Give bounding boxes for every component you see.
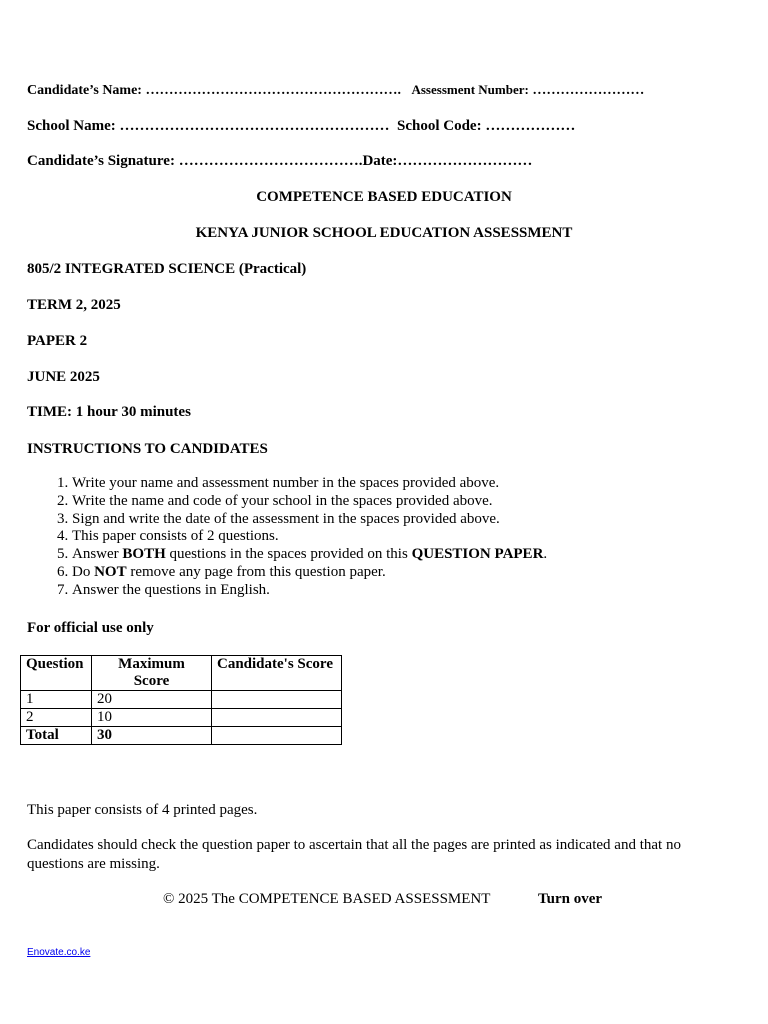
instruction-item: 4. This paper consists of 2 questions.	[72, 528, 547, 546]
school-name-row	[27, 117, 575, 135]
date-field: ………………………	[397, 153, 533, 169]
pages-note: This paper consists of 4 printed pages.	[27, 802, 258, 818]
cell-question: 2	[21, 709, 92, 727]
instruction-item: 7. Answer the questions in English.	[72, 582, 547, 600]
instruction-item: 2. Write the name and code of your school in the spaces provided above.	[72, 493, 547, 511]
instruction-item: 6. Do NOT remove any page from this question paper.	[72, 564, 547, 582]
school-name-field: ………………………………………………	[119, 118, 390, 134]
signature-row	[27, 152, 532, 170]
instruction-item: 3. Sign and write the date of the assessment in the spaces provided above.	[72, 511, 547, 529]
check-note: Candidates should check the question paper to ascertain that all the pages are printed as indicated and that no questions are missing.	[27, 837, 681, 872]
instruction-item: 5. Answer BOTH questions in the spaces provided on this QUESTION PAPER.	[72, 546, 547, 564]
instruction-item: 1. Write your name and assessment number in the spaces provided above.	[72, 475, 547, 493]
term: TERM 2, 2025	[27, 297, 121, 313]
total-label: Total	[21, 727, 92, 745]
candidate-name-label: Candidate’s Name:	[27, 83, 142, 98]
school-code-label: School Code:	[397, 118, 482, 134]
cell-max: 20	[92, 691, 212, 709]
cell-candidate-score[interactable]	[212, 709, 342, 727]
school-code-field: ………………	[485, 118, 576, 134]
total-candidate-score[interactable]	[212, 727, 342, 745]
exam-month: JUNE 2025	[27, 369, 100, 385]
table-row	[21, 691, 342, 709]
exam-time: TIME: 1 hour 30 minutes	[27, 404, 191, 420]
official-use-heading: For official use only	[27, 620, 154, 636]
table-total-row	[21, 727, 342, 745]
school-name-label: School Name:	[27, 118, 116, 134]
candidate-name-row	[27, 81, 644, 100]
col-candidate-score: Candidate's Score	[212, 656, 342, 691]
col-question: Question	[21, 656, 92, 691]
assessment-number-field: ……………………	[532, 83, 645, 98]
signature-field: ……………………………….	[178, 153, 363, 169]
score-table-header	[21, 656, 342, 691]
enovate-link[interactable]: Enovate.co.ke	[27, 947, 91, 958]
date-label: Date:	[362, 153, 398, 169]
candidate-name-field: ……………………………………………….	[145, 83, 401, 98]
title-line-1: COMPETENCE BASED EDUCATION	[256, 189, 512, 205]
instructions-list	[27, 475, 547, 600]
cell-question: 1	[21, 691, 92, 709]
signature-label: Candidate’s Signature:	[27, 153, 175, 169]
title-line-2: KENYA JUNIOR SCHOOL EDUCATION ASSESSMENT	[195, 225, 573, 241]
cell-max: 10	[92, 709, 212, 727]
cell-candidate-score[interactable]	[212, 691, 342, 709]
subject-code: 805/2 INTEGRATED SCIENCE (Practical)	[27, 261, 307, 277]
copyright: © 2025 The COMPETENCE BASED ASSESSMENT	[163, 891, 491, 907]
paper-number: PAPER 2	[27, 333, 88, 349]
table-row	[21, 709, 342, 727]
total-value: 30	[92, 727, 212, 745]
assessment-number-label: Assessment Number:	[411, 82, 529, 97]
instructions-heading: INSTRUCTIONS TO CANDIDATES	[27, 441, 268, 457]
turn-over: Turn over	[538, 891, 603, 907]
score-table	[20, 655, 342, 745]
col-maximum-score: Maximum Score	[92, 656, 212, 691]
